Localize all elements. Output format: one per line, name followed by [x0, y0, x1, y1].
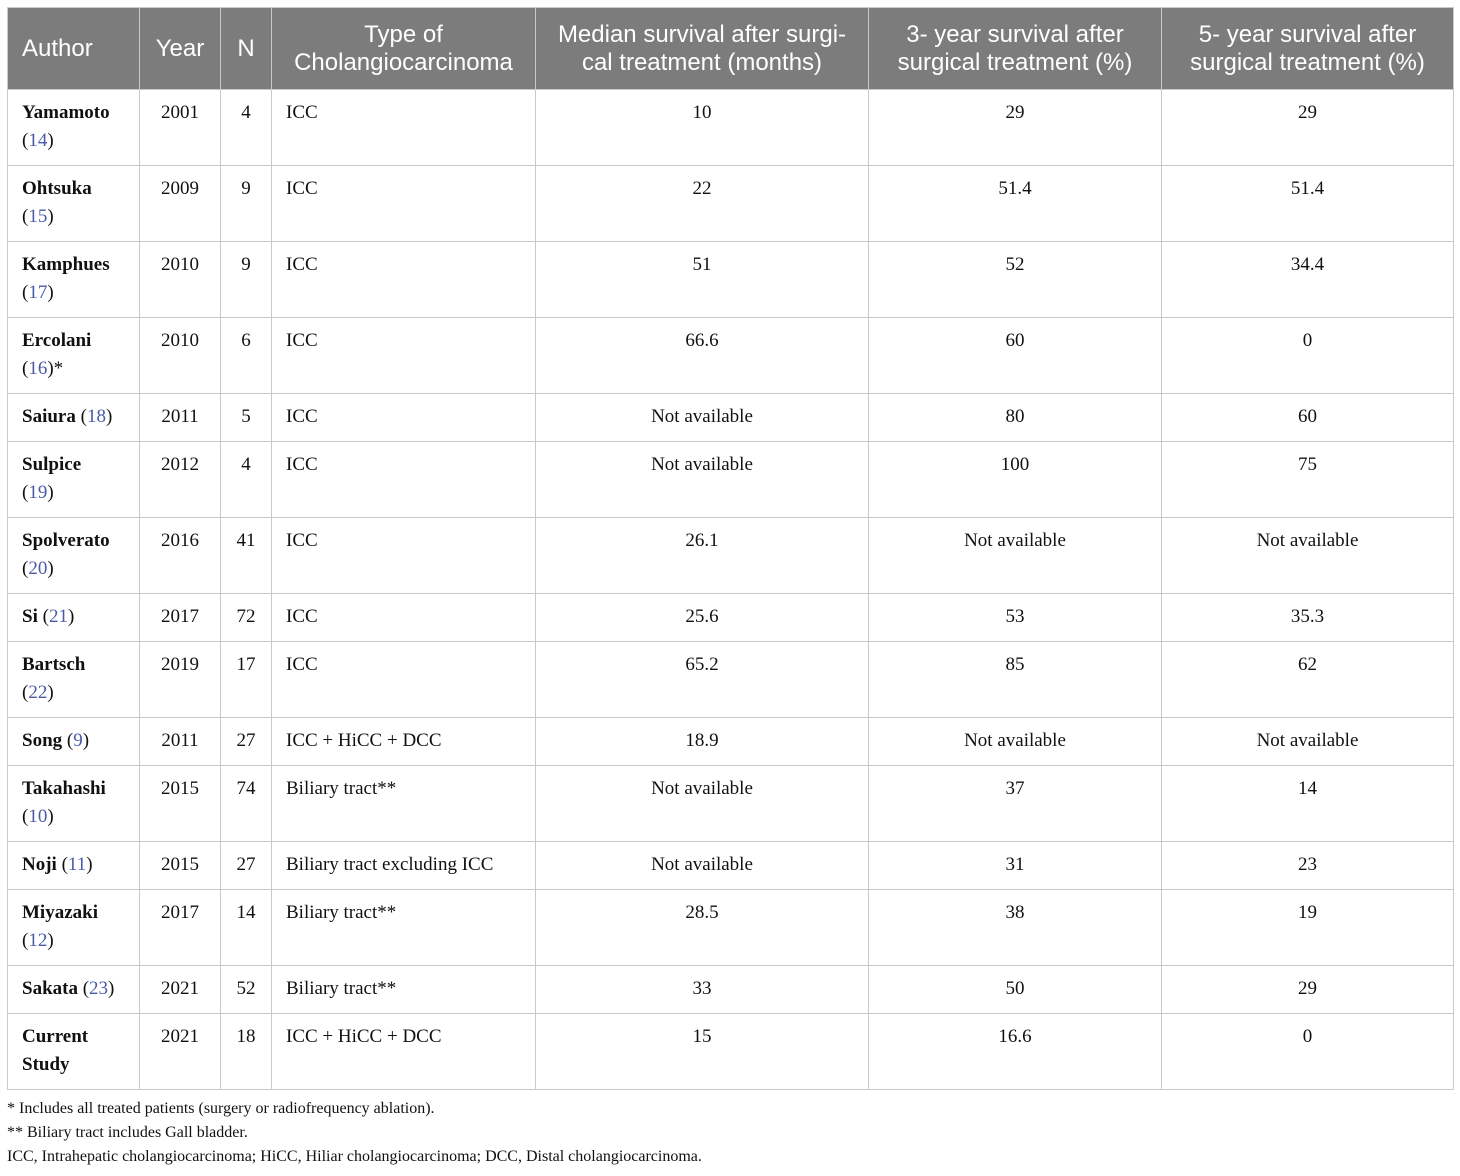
cell-type: ICC [272, 90, 536, 166]
cell-n: 74 [221, 766, 272, 842]
header-five-line1: 5- year survival after [1198, 20, 1417, 48]
header-median-line1: Median survival after surgi- [557, 20, 847, 48]
cell-three-year-survival: 29 [869, 90, 1162, 166]
author-name: Takahashi [22, 778, 106, 799]
cell-type: ICC [272, 166, 536, 242]
cell-n: 9 [221, 166, 272, 242]
cell-five-year-survival: 0 [1162, 318, 1454, 394]
header-median [536, 8, 869, 90]
cell-median-survival: 65.2 [536, 642, 869, 718]
author-name: Si [22, 606, 38, 627]
footnotes [7, 1097, 702, 1169]
cell-three-year-survival: 52 [869, 242, 1162, 318]
cell-five-year-survival: Not available [1162, 718, 1454, 766]
cell-type: ICC [272, 442, 536, 518]
header-type-line2: Cholangiocarcinoma [294, 48, 513, 76]
table-row [8, 518, 1454, 594]
cell-five-year-survival: 14 [1162, 766, 1454, 842]
cell-year: 2011 [140, 394, 221, 442]
cell-median-survival: 22 [536, 166, 869, 242]
header-year: Year [140, 8, 221, 90]
cell-author: Kamphues (17) [8, 242, 140, 318]
cell-three-year-survival: 60 [869, 318, 1162, 394]
cell-author: Bartsch (22) [8, 642, 140, 718]
reference-link[interactable]: 18 [86, 406, 106, 427]
table-row [8, 842, 1454, 890]
cell-type: Biliary tract** [272, 890, 536, 966]
cell-three-year-survival: 50 [869, 966, 1162, 1014]
author-name: Sakata [22, 978, 78, 999]
table-row [8, 642, 1454, 718]
cell-year: 2015 [140, 766, 221, 842]
header-author: Author [8, 8, 140, 90]
reference-suffix: * [53, 358, 64, 379]
cell-author: Miyazaki (12) [8, 890, 140, 966]
reference-link[interactable]: 15 [28, 206, 48, 227]
author-name: Kamphues [22, 254, 110, 275]
cell-median-survival: Not available [536, 394, 869, 442]
table-row [8, 966, 1454, 1014]
cell-median-survival: Not available [536, 442, 869, 518]
cell-three-year-survival: Not available [869, 718, 1162, 766]
reference-link[interactable]: 21 [48, 606, 68, 627]
cell-author: Ohtsuka (15) [8, 166, 140, 242]
table-row [8, 890, 1454, 966]
cell-year: 2017 [140, 594, 221, 642]
cell-author: Si (21) [8, 594, 140, 642]
cell-type: ICC [272, 594, 536, 642]
cell-type: ICC + HiCC + DCC [272, 718, 536, 766]
survival-table [7, 7, 1454, 1090]
cell-n: 5 [221, 394, 272, 442]
author-name: Ercolani [22, 330, 92, 351]
header-type [272, 8, 536, 90]
cell-n: 4 [221, 90, 272, 166]
reference-link[interactable]: 17 [28, 282, 48, 303]
header-three-year [869, 8, 1162, 90]
cell-five-year-survival: Not available [1162, 518, 1454, 594]
cell-author: Ercolani (16)* [8, 318, 140, 394]
cell-five-year-survival: 51.4 [1162, 166, 1454, 242]
cell-median-survival: Not available [536, 766, 869, 842]
cell-three-year-survival: Not available [869, 518, 1162, 594]
cell-three-year-survival: 37 [869, 766, 1162, 842]
reference-link[interactable]: 10 [28, 806, 48, 827]
reference-link[interactable]: 9 [73, 730, 83, 751]
author-name: Noji [22, 854, 57, 875]
header-three-line2: surgical treatment (%) [897, 48, 1133, 76]
cell-year: 2001 [140, 90, 221, 166]
cell-n: 18 [221, 1014, 272, 1090]
cell-three-year-survival: 85 [869, 642, 1162, 718]
cell-type: ICC [272, 242, 536, 318]
author-name: Bartsch [22, 654, 86, 675]
cell-n: 27 [221, 842, 272, 890]
cell-median-survival: 33 [536, 966, 869, 1014]
header-five-line2: surgical treatment (%) [1190, 48, 1425, 76]
cell-n: 14 [221, 890, 272, 966]
cell-type: ICC [272, 318, 536, 394]
cell-type: ICC [272, 518, 536, 594]
table-row [8, 594, 1454, 642]
table-header-row [8, 8, 1454, 90]
author-name: Spolverato [22, 530, 110, 551]
cell-median-survival: 28.5 [536, 890, 869, 966]
cell-author: Saiura (18) [8, 394, 140, 442]
table-row [8, 766, 1454, 842]
reference-link[interactable]: 14 [28, 130, 48, 151]
cell-median-survival: 26.1 [536, 518, 869, 594]
cell-author [8, 1014, 140, 1090]
header-n: N [221, 8, 272, 90]
header-type-line1: Type of [364, 20, 443, 48]
reference-link[interactable]: 11 [67, 854, 87, 875]
cell-year: 2015 [140, 842, 221, 890]
cell-three-year-survival: 16.6 [869, 1014, 1162, 1090]
cell-n: 9 [221, 242, 272, 318]
cell-three-year-survival: 53 [869, 594, 1162, 642]
cell-five-year-survival: 29 [1162, 966, 1454, 1014]
reference-link[interactable]: 16 [28, 358, 48, 379]
cell-median-survival: 15 [536, 1014, 869, 1090]
cell-median-survival: 18.9 [536, 718, 869, 766]
footnote-double-asterisk: ** Biliary tract includes Gall bladder. [7, 1124, 248, 1141]
reference-link[interactable]: 12 [28, 930, 48, 951]
cell-year: 2011 [140, 718, 221, 766]
cell-author: Sakata (23) [8, 966, 140, 1014]
table-row [8, 242, 1454, 318]
cell-author: Noji (11) [8, 842, 140, 890]
cell-type: ICC [272, 642, 536, 718]
author-name: Miyazaki [22, 902, 98, 923]
footnote-single-asterisk: * Includes all treated patients (surgery or radiofrequency ablation). [7, 1100, 435, 1117]
cell-five-year-survival: 23 [1162, 842, 1454, 890]
header-three-line1: 3- year survival after [906, 20, 1124, 48]
cell-author: Spolverato (20) [8, 518, 140, 594]
reference-link[interactable]: 20 [28, 558, 48, 579]
cell-type: Biliary tract** [272, 766, 536, 842]
cell-median-survival: 66.6 [536, 318, 869, 394]
cell-n: 27 [221, 718, 272, 766]
cell-year: 2012 [140, 442, 221, 518]
author-name: Yamamoto [22, 102, 110, 123]
cell-year: 2017 [140, 890, 221, 966]
cell-three-year-survival: 80 [869, 394, 1162, 442]
cell-five-year-survival: 34.4 [1162, 242, 1454, 318]
table-row [8, 442, 1454, 518]
cell-author: Song (9) [8, 718, 140, 766]
cell-five-year-survival: 60 [1162, 394, 1454, 442]
cell-n: 4 [221, 442, 272, 518]
cell-n: 17 [221, 642, 272, 718]
table-row [8, 718, 1454, 766]
cell-author: Yamamoto (14) [8, 90, 140, 166]
cell-year: 2010 [140, 318, 221, 394]
cell-n: 52 [221, 966, 272, 1014]
cell-five-year-survival: 62 [1162, 642, 1454, 718]
author-name: Current [22, 1026, 89, 1047]
reference-link[interactable]: 23 [89, 978, 109, 999]
cell-n: 6 [221, 318, 272, 394]
cell-three-year-survival: 100 [869, 442, 1162, 518]
cell-five-year-survival: 0 [1162, 1014, 1454, 1090]
cell-year: 2021 [140, 1014, 221, 1090]
reference-link[interactable]: 22 [28, 682, 48, 703]
table-row [8, 166, 1454, 242]
author-name: Saiura [22, 406, 76, 427]
author-name: Song [22, 730, 63, 751]
author-name: Sulpice [22, 454, 82, 475]
cell-five-year-survival: 75 [1162, 442, 1454, 518]
cell-median-survival: Not available [536, 842, 869, 890]
cell-n: 41 [221, 518, 272, 594]
cell-year: 2010 [140, 242, 221, 318]
table-row [8, 90, 1454, 166]
header-five-year [1162, 8, 1454, 90]
reference-link[interactable]: 19 [28, 482, 48, 503]
cell-three-year-survival: 51.4 [869, 166, 1162, 242]
cell-median-survival: 51 [536, 242, 869, 318]
cell-median-survival: 10 [536, 90, 869, 166]
cell-type: ICC [272, 394, 536, 442]
cell-five-year-survival: 29 [1162, 90, 1454, 166]
cell-type: Biliary tract excluding ICC [272, 842, 536, 890]
cell-year: 2009 [140, 166, 221, 242]
header-median-line2: cal treatment (months) [581, 48, 823, 76]
cell-three-year-survival: 31 [869, 842, 1162, 890]
cell-year: 2021 [140, 966, 221, 1014]
cell-type: ICC + HiCC + DCC [272, 1014, 536, 1090]
table-body [8, 90, 1454, 1090]
cell-five-year-survival: 35.3 [1162, 594, 1454, 642]
table-row [8, 394, 1454, 442]
author-name-line2: Study [22, 1054, 70, 1075]
cell-five-year-survival: 19 [1162, 890, 1454, 966]
table-row [8, 1014, 1454, 1090]
survival-table-container [7, 7, 1453, 1090]
cell-year: 2016 [140, 518, 221, 594]
cell-median-survival: 25.6 [536, 594, 869, 642]
cell-type: Biliary tract** [272, 966, 536, 1014]
cell-year: 2019 [140, 642, 221, 718]
cell-three-year-survival: 38 [869, 890, 1162, 966]
footnote-abbreviations: ICC, Intrahepatic cholangiocarcinoma; HiCC, Hiliar cholangiocarcinoma; DCC, Distal cholangiocarcinoma. [7, 1148, 702, 1165]
cell-n: 72 [221, 594, 272, 642]
cell-author: Sulpice (19) [8, 442, 140, 518]
author-name: Ohtsuka [22, 178, 92, 199]
cell-author: Takahashi (10) [8, 766, 140, 842]
table-row [8, 318, 1454, 394]
